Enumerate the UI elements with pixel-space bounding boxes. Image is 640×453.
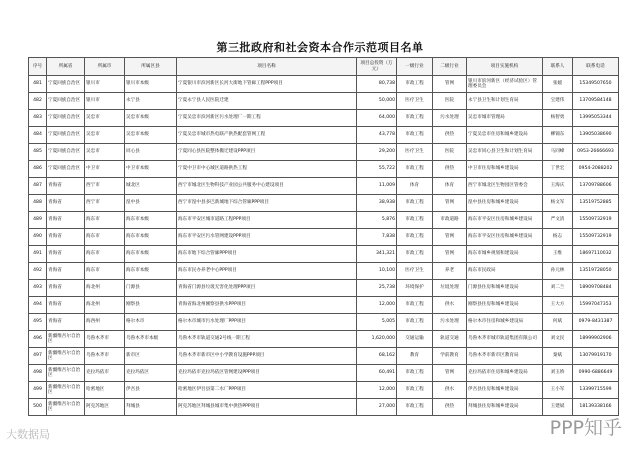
cell-contact: 何斌 — [543, 314, 573, 331]
cell-province: 新疆维吾尔自治区 — [47, 348, 85, 365]
cell-secondary-industry: 污水处理 — [433, 314, 467, 331]
cell-index: 486 — [29, 161, 47, 178]
cell-project-name: 宁夏银川市滨河新区长河大街地下管廊工程PPP项目 — [177, 76, 357, 93]
cell-investment: 341,321 — [357, 246, 397, 263]
table-row — [29, 93, 619, 110]
cell-implementing-agency: 格尔木市住房和城乡建设局 — [467, 314, 543, 331]
cell-contact: 杨智勇 — [543, 110, 573, 127]
cell-district: 乌鲁木齐市本级 — [125, 331, 177, 348]
cell-investment: 10,100 — [357, 263, 397, 280]
cell-investment: 68,162 — [357, 348, 397, 365]
cell-province: 青海省 — [47, 314, 85, 331]
cell-secondary-industry: 管网 — [433, 229, 467, 246]
cell-primary-industry: 市政工程 — [397, 127, 433, 144]
cell-district: 吴忠市本级 — [125, 127, 177, 144]
cell-implementing-agency: 刚察县住房和城乡建设局 — [467, 297, 543, 314]
cell-secondary-industry: 供热 — [433, 399, 467, 416]
cell-project-name: 哈密地区伊吾县第二水厂PPP项目 — [177, 382, 357, 399]
cell-primary-industry: 市政工程 — [397, 246, 433, 263]
cell-implementing-agency: 宁夏吴忠市住房和城乡建设局 — [467, 127, 543, 144]
cell-implementing-agency: 乌鲁木齐市新市区教育局 — [467, 348, 543, 365]
cell-phone: 13709788606 — [573, 178, 619, 195]
cell-implementing-agency: 拜城县住房和城乡建设局 — [467, 399, 543, 416]
cell-city: 银川市 — [85, 93, 125, 110]
cell-index: 490 — [29, 229, 47, 246]
cell-index: 481 — [29, 76, 47, 93]
cell-primary-industry: 医疗卫生 — [397, 93, 433, 110]
cell-investment: 60,491 — [357, 365, 397, 382]
cell-primary-industry: 市政工程 — [397, 212, 433, 229]
header-project-name: 项目名称 — [177, 58, 357, 76]
table-header-row — [29, 58, 619, 76]
cell-province: 宁夏回族自治区 — [47, 110, 85, 127]
cell-city: 克拉玛依市 — [85, 365, 125, 382]
cell-project-name: 西宁市城北区生物科技产业园公共服务中心建设项目 — [177, 178, 357, 195]
cell-district: 伊吾县 — [125, 382, 177, 399]
cell-district: 拜城县 — [125, 399, 177, 416]
cell-secondary-industry: 污水处理 — [433, 110, 467, 127]
cell-contact: 张媛 — [543, 76, 573, 93]
cell-investment: 1,620,000 — [357, 331, 397, 348]
cell-province: 青海省 — [47, 246, 85, 263]
cell-city: 哈密地区 — [85, 382, 125, 399]
cell-primary-industry: 医疗卫生 — [397, 144, 433, 161]
cell-primary-industry: 市政工程 — [397, 110, 433, 127]
cell-province: 宁夏回族自治区 — [47, 161, 85, 178]
cell-primary-industry: 教育 — [397, 348, 433, 365]
cell-secondary-industry: 管网 — [433, 195, 467, 212]
cell-index: 494 — [29, 297, 47, 314]
cell-city: 吴忠市 — [85, 144, 125, 161]
cell-primary-industry: 市政工程 — [397, 161, 433, 178]
cell-district: 城北区 — [125, 178, 177, 195]
cell-contact: 严文清 — [543, 212, 573, 229]
cell-implementing-agency: 海东市城乡规划和建设局 — [467, 246, 543, 263]
cell-city: 海北州 — [85, 280, 125, 297]
cell-project-name: 阿克苏地区拜城县城市集中供热PPP项目 — [177, 399, 357, 416]
cell-city: 中卫市 — [85, 161, 125, 178]
cell-investment: 25,738 — [357, 280, 397, 297]
cell-index: 497 — [29, 348, 47, 365]
cell-city: 海东市 — [85, 263, 125, 280]
cell-implementing-agency: 西宁市城北区生物园区管委会 — [467, 178, 543, 195]
cell-district: 海东市本级 — [125, 246, 177, 263]
cell-implementing-agency: 乌鲁木齐市城市轨道集团有限公司 — [467, 331, 543, 348]
cell-city: 吴忠市 — [85, 127, 125, 144]
cell-implementing-agency: 永宁县卫生和计划生育局 — [467, 93, 543, 110]
table-row — [29, 331, 619, 348]
cell-secondary-industry: 供热 — [433, 127, 467, 144]
cell-implementing-agency: 海东市民政局 — [467, 263, 543, 280]
header-province: 所属省 — [47, 58, 85, 76]
cell-district: 吴忠市本级 — [125, 110, 177, 127]
cell-implementing-agency: 吴忠市同心县卫生和计划生育局 — [467, 144, 543, 161]
cell-province: 青海省 — [47, 178, 85, 195]
cell-district: 新市区 — [125, 348, 177, 365]
cell-primary-industry: 市政工程 — [397, 314, 433, 331]
cell-secondary-industry: 轨道交通 — [433, 331, 467, 348]
cell-index: 498 — [29, 365, 47, 382]
cell-phone: 13399715599 — [573, 382, 619, 399]
cell-investment: 64,000 — [357, 110, 397, 127]
cell-index: 484 — [29, 127, 47, 144]
cell-district: 克拉玛依区 — [125, 365, 177, 382]
cell-index: 493 — [29, 280, 47, 297]
cell-province: 宁夏回族自治区 — [47, 76, 85, 93]
cell-phone: 13519728050 — [573, 263, 619, 280]
cell-secondary-industry: 供热 — [433, 161, 467, 178]
cell-phone: 13995053344 — [573, 110, 619, 127]
cell-phone: 15997047353 — [573, 297, 619, 314]
cell-index: 487 — [29, 178, 47, 195]
cell-city: 乌鲁木齐市 — [85, 348, 125, 365]
cell-investment: 7,838 — [357, 229, 397, 246]
cell-index: 495 — [29, 314, 47, 331]
table-row — [29, 178, 619, 195]
cell-province: 青海省 — [47, 297, 85, 314]
cell-primary-industry: 市政工程 — [397, 76, 433, 93]
cell-secondary-industry: 医院 — [433, 93, 467, 110]
cell-index: 488 — [29, 195, 47, 212]
cell-implementing-agency: 中卫市住房和城乡建设局 — [467, 161, 543, 178]
header-district: 所属区县 — [125, 58, 177, 76]
cell-investment: 29,200 — [357, 144, 397, 161]
cell-province: 新疆维吾尔自治区 — [47, 399, 85, 416]
cell-phone: 15349507650 — [573, 76, 619, 93]
cell-district: 同心县 — [125, 144, 177, 161]
cell-contact: 秦斌 — [543, 348, 573, 365]
cell-district: 银川市本级 — [125, 76, 177, 93]
cell-project-name: 青海省门源县垃圾无害化处理PPP项目 — [177, 280, 357, 297]
cell-secondary-industry: 体育 — [433, 178, 467, 195]
cell-province: 新疆维吾尔自治区 — [47, 382, 85, 399]
cell-province: 新疆维吾尔自治区 — [47, 365, 85, 382]
cell-implementing-agency: 门源县住房和城乡建设局 — [467, 280, 543, 297]
cell-investment: 50,000 — [357, 93, 397, 110]
cell-primary-industry: 市政工程 — [397, 399, 433, 416]
cell-city: 西宁市 — [85, 178, 125, 195]
table-row — [29, 195, 619, 212]
page-title: 第三批政府和社会资本合作示范项目名单 — [216, 41, 424, 54]
cell-secondary-industry: 市政道路 — [433, 212, 467, 229]
cell-province: 宁夏回族自治区 — [47, 93, 85, 110]
cell-city: 吴忠市 — [85, 110, 125, 127]
cell-phone: 18909708484 — [573, 280, 619, 297]
cell-secondary-industry: 养老 — [433, 263, 467, 280]
cell-project-name: 格尔木市城市污水处理厂PPP项目 — [177, 314, 357, 331]
cell-city: 阿克苏地区 — [85, 399, 125, 416]
cell-project-name: 青海省海北州刚察县供水PPP项目 — [177, 297, 357, 314]
cell-investment: 43,778 — [357, 127, 397, 144]
cell-project-name: 海东市平安区污水管网建设PPP项目 — [177, 229, 357, 246]
table-row — [29, 365, 619, 382]
table-row — [29, 280, 619, 297]
table-body — [29, 76, 619, 416]
table-row — [29, 144, 619, 161]
cell-contact: 王海庆 — [543, 178, 573, 195]
cell-contact: 丁世宏 — [543, 161, 573, 178]
cell-city: 海东市 — [85, 212, 125, 229]
cell-primary-industry: 市政工程 — [397, 297, 433, 314]
cell-phone: 18139338166 — [573, 399, 619, 416]
cell-project-name: 西宁市湟中县多巴新城地下综合管廊PPP项目 — [177, 195, 357, 212]
cell-contact: 杨志 — [543, 229, 573, 246]
cell-phone: 0953-26666693 — [573, 144, 619, 161]
cell-index: 500 — [29, 399, 47, 416]
cell-investment: 55,722 — [357, 161, 397, 178]
cell-secondary-industry: 学前教育 — [433, 348, 467, 365]
cell-contact: 马同峰 — [543, 144, 573, 161]
cell-phone: 13905038690 — [573, 127, 619, 144]
cell-implementing-agency: 伊吾县住房和城乡建设局 — [467, 382, 543, 399]
cell-project-name: 克拉玛依市克拉玛依区管网建设PPP项目 — [177, 365, 357, 382]
cell-contact: 刘文民 — [543, 331, 573, 348]
watermark-right: PPP知乎 — [549, 417, 622, 439]
header-implementing-agency: 项目实施机构 — [467, 58, 543, 76]
cell-province: 青海省 — [47, 229, 85, 246]
cell-city: 乌鲁木齐市 — [85, 331, 125, 348]
cell-phone: 0954-2088202 — [573, 161, 619, 178]
table-row — [29, 246, 619, 263]
cell-primary-industry: 环境保护 — [397, 280, 433, 297]
cell-investment: 12,000 — [357, 297, 397, 314]
table-row — [29, 110, 619, 127]
project-table-container — [28, 57, 618, 416]
cell-investment: 5,876 — [357, 212, 397, 229]
header-phone: 联系电话 — [573, 58, 619, 76]
cell-phone: 15509732919 — [573, 229, 619, 246]
table-row — [29, 382, 619, 399]
header-secondary-industry: 二级行业 — [433, 58, 467, 76]
cell-index: 483 — [29, 110, 47, 127]
table-row — [29, 314, 619, 331]
cell-project-name: 宁夏永宁县人民医院迁建 — [177, 93, 357, 110]
table-row — [29, 212, 619, 229]
cell-city: 海北州 — [85, 297, 125, 314]
table-row — [29, 297, 619, 314]
cell-investment: 38,938 — [357, 195, 397, 212]
cell-index: 496 — [29, 331, 47, 348]
cell-contact: 刘二兰 — [543, 280, 573, 297]
cell-contact: 刘玉娇 — [543, 365, 573, 382]
cell-primary-industry: 市政工程 — [397, 382, 433, 399]
cell-index: 492 — [29, 263, 47, 280]
cell-province: 青海省 — [47, 263, 85, 280]
cell-primary-industry: 体育 — [397, 178, 433, 195]
cell-district: 中卫市本级 — [125, 161, 177, 178]
cell-phone: 15509732919 — [573, 212, 619, 229]
table-row — [29, 399, 619, 416]
cell-contact: 柳锦东 — [543, 127, 573, 144]
table-row — [29, 263, 619, 280]
cell-project-name: 乌鲁木齐市新市区中小学教育设施PPP项目 — [177, 348, 357, 365]
cell-index: 499 — [29, 382, 47, 399]
cell-index: 482 — [29, 93, 47, 110]
cell-primary-industry: 市政工程 — [397, 229, 433, 246]
cell-implementing-agency: 吴忠市城市管理局 — [467, 110, 543, 127]
cell-implementing-agency: 海东市平安区住房和城乡建设局 — [467, 212, 543, 229]
project-table — [28, 57, 619, 416]
cell-project-name: 海东市平安区城市道路工程PPP项目 — [177, 212, 357, 229]
cell-district: 刚察县 — [125, 297, 177, 314]
cell-contact: 王小军 — [543, 382, 573, 399]
cell-city: 西宁市 — [85, 195, 125, 212]
cell-primary-industry: 交通运输 — [397, 331, 433, 348]
cell-project-name: 海东市民办养老中心PPP项目 — [177, 263, 357, 280]
cell-district: 湟中县 — [125, 195, 177, 212]
cell-investment: 27,000 — [357, 399, 397, 416]
cell-phone: 13079919170 — [573, 348, 619, 365]
cell-phone: 18697110032 — [573, 246, 619, 263]
header-index: 序号 — [29, 58, 47, 76]
cell-city: 海东市 — [85, 229, 125, 246]
cell-province: 青海省 — [47, 280, 85, 297]
cell-province: 宁夏回族自治区 — [47, 127, 85, 144]
header-total-investment: 项目总投资（万元） — [357, 58, 397, 76]
header-contact: 联系人 — [543, 58, 573, 76]
cell-district: 海东市本级 — [125, 263, 177, 280]
cell-secondary-industry: 管网 — [433, 246, 467, 263]
cell-secondary-industry: 管网 — [433, 365, 467, 382]
cell-district: 门源县 — [125, 280, 177, 297]
cell-project-name: 宁夏同心县医院整体搬迁建设PPP项目 — [177, 144, 357, 161]
cell-investment: 12,000 — [357, 382, 397, 399]
cell-contact: 宝建伟 — [543, 93, 573, 110]
cell-secondary-industry: 供水 — [433, 382, 467, 399]
cell-investment: 11,009 — [357, 178, 397, 195]
cell-contact: 王维 — [543, 246, 573, 263]
table-row — [29, 127, 619, 144]
cell-phone: 13709584148 — [573, 93, 619, 110]
cell-index: 485 — [29, 144, 47, 161]
cell-project-name: 海东市地下综合管廊PPP项目 — [177, 246, 357, 263]
watermark-left: 大数据局 — [6, 428, 50, 441]
cell-province: 青海省 — [47, 212, 85, 229]
cell-primary-industry: 市政工程 — [397, 365, 433, 382]
cell-contact: 杨文军 — [543, 195, 573, 212]
cell-implementing-agency: 银川市滨河新区（经济试验区）管理委员会 — [467, 76, 543, 93]
cell-secondary-industry: 管网 — [433, 76, 467, 93]
cell-implementing-agency: 克拉玛依市住房和城乡建设局 — [467, 365, 543, 382]
cell-project-name: 乌鲁木齐市轨道交通2号线一期工程 — [177, 331, 357, 348]
header-city: 所属市 — [85, 58, 125, 76]
cell-district: 海东市本级 — [125, 212, 177, 229]
cell-province: 青海省 — [47, 195, 85, 212]
table-row — [29, 161, 619, 178]
cell-secondary-industry: 供水 — [433, 297, 467, 314]
cell-investment: 5,005 — [357, 314, 397, 331]
cell-contact: 王建斌 — [543, 399, 573, 416]
cell-project-name: 宁夏中卫市中心城区道路供热工程 — [177, 161, 357, 178]
cell-implementing-agency: 湟中县住房和城乡建设局 — [467, 195, 543, 212]
header-primary-industry: 一级行业 — [397, 58, 433, 76]
cell-investment: 80,738 — [357, 76, 397, 93]
cell-index: 491 — [29, 246, 47, 263]
cell-province: 新疆维吾尔自治区 — [47, 331, 85, 348]
cell-phone: 0979-8431387 — [573, 314, 619, 331]
cell-city: 海西州 — [85, 314, 125, 331]
cell-district: 海东市本级 — [125, 229, 177, 246]
cell-secondary-industry: 垃圾处理 — [433, 280, 467, 297]
cell-secondary-industry: 医院 — [433, 144, 467, 161]
cell-implementing-agency: 海东市平安区住房和城乡建设局 — [467, 229, 543, 246]
cell-project-name: 宁夏吴忠市城市热电联产供热配套管网工程 — [177, 127, 357, 144]
cell-phone: 0990-6886649 — [573, 365, 619, 382]
cell-phone: 13519752885 — [573, 195, 619, 212]
cell-primary-industry: 市政工程 — [397, 195, 433, 212]
cell-district: 永宁县 — [125, 93, 177, 110]
cell-district: 格尔木市 — [125, 314, 177, 331]
cell-project-name: 宁夏吴忠市滨河新区污水处理厂一期工程 — [177, 110, 357, 127]
table-row — [29, 348, 619, 365]
cell-index: 489 — [29, 212, 47, 229]
table-row — [29, 229, 619, 246]
cell-province: 宁夏回族自治区 — [47, 144, 85, 161]
cell-primary-industry: 医疗卫生 — [397, 263, 433, 280]
cell-phone: 18999902906 — [573, 331, 619, 348]
cell-city: 海东市 — [85, 246, 125, 263]
cell-contact: 王大方 — [543, 297, 573, 314]
table-row — [29, 76, 619, 93]
cell-contact: 孙元林 — [543, 263, 573, 280]
cell-city: 银川市 — [85, 76, 125, 93]
